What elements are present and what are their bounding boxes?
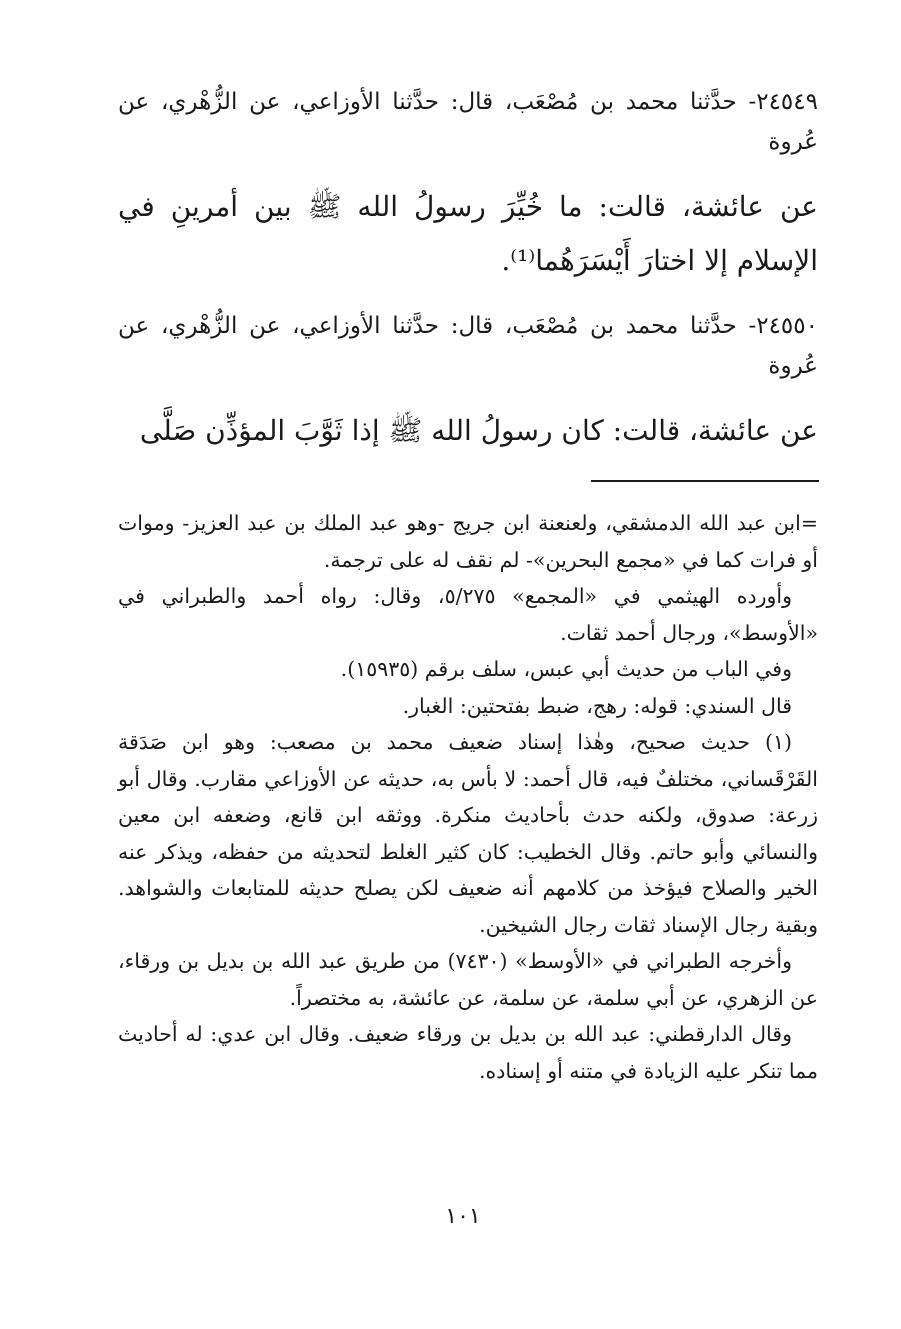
hadith-24550-matn: عن عائشة، قالت: كان رسولُ الله ﷺ إذا ثَوَّبَ المؤذِّن صَلَّى: [139, 414, 818, 447]
footnote-paragraph: وقال الدارقطني: عبد الله بن بديل بن ورقاء ضعيف. وقال ابن عدي: له أحاديث مما تنكر عليه الزيادة في متنه أو إسناده.: [118, 1022, 818, 1083]
footnotes-block: [118, 505, 818, 1089]
footnote-separator: [591, 480, 819, 482]
page-number: ١٠١: [445, 1204, 481, 1229]
footnote-paragraph: قال السندي: قوله: رهج، ضبط بفتحتين: الغبار.: [402, 693, 792, 718]
footnote-continuation: =ابن عبد الله الدمشقي، ولعنعنة ابن جريج -وهو عبد الملك بن عبد العزيز- وموات أو فرات كما في «مجمع البحرين»- لم نقف له على ترجمة.: [118, 511, 818, 572]
footnote-paragraph: وأورده الهيثمي في «المجمع» ٥/٢٧٥، وقال: رواه أحمد والطبراني في «الأوسط»، ورجال أحمد ثقات.: [118, 584, 818, 645]
footnote-1: (١) حديث صحيح، وهٰذا إسناد ضعيف محمد بن مصعب: وهو ابن صَدَقة القَرْقَساني، مختلفٌ فيه، قال أحمد: لا بأس به، حديثه عن الأوزاعي مقارب. وقال أبو زرعة: صدوق، ولكنه حدث بأحاديث منكرة. ووثقه ابن قانع، وضعفه ابن معين والنسائي وأبو حاتم. وقال الخطيب: كان كثير الغلط لتحديثه من حفظه، ويذكر عنه الخير والصلاح فيؤخذ من كلامهم أنه ضعيف لكن يصلح حديثه للمتابعات والشواهد. وبقية رجال الإسناد ثقات رجال الشيخين.: [118, 730, 818, 937]
hadith-24549-matn: عن عائشة، قالت: ما خُيِّرَ رسولُ الله ﷺ بين أمرينِ في الإسلام إلا اختارَ أَيْسَرَهُما⁽¹⁾.: [118, 190, 819, 277]
footnote-paragraph: وأخرجه الطبراني في «الأوسط» (٧٤٣٠) من طريق عبد الله بن بديل بن ورقاء، عن الزهري، عن أبي سلمة، عن سلمة، عن عائشة، به مختصراً.: [118, 949, 818, 1010]
main-text-block: [118, 82, 818, 458]
hadith-24549-isnad: ٢٤٥٤٩- حدَّثنا محمد بن مُصْعَب، قال: حدَّثنا الأوزاعي، عن الزُّهْري، عن عُروة: [118, 89, 818, 155]
hadith-24550-isnad: ٢٤٥٥٠- حدَّثنا محمد بن مُصْعَب، قال: حدَّثنا الأوزاعي، عن الزُّهْري، عن عُروة: [118, 313, 818, 379]
footnote-paragraph: وفي الباب من حديث أبي عبس، سلف برقم (١٥٩٣٥).: [340, 657, 792, 681]
